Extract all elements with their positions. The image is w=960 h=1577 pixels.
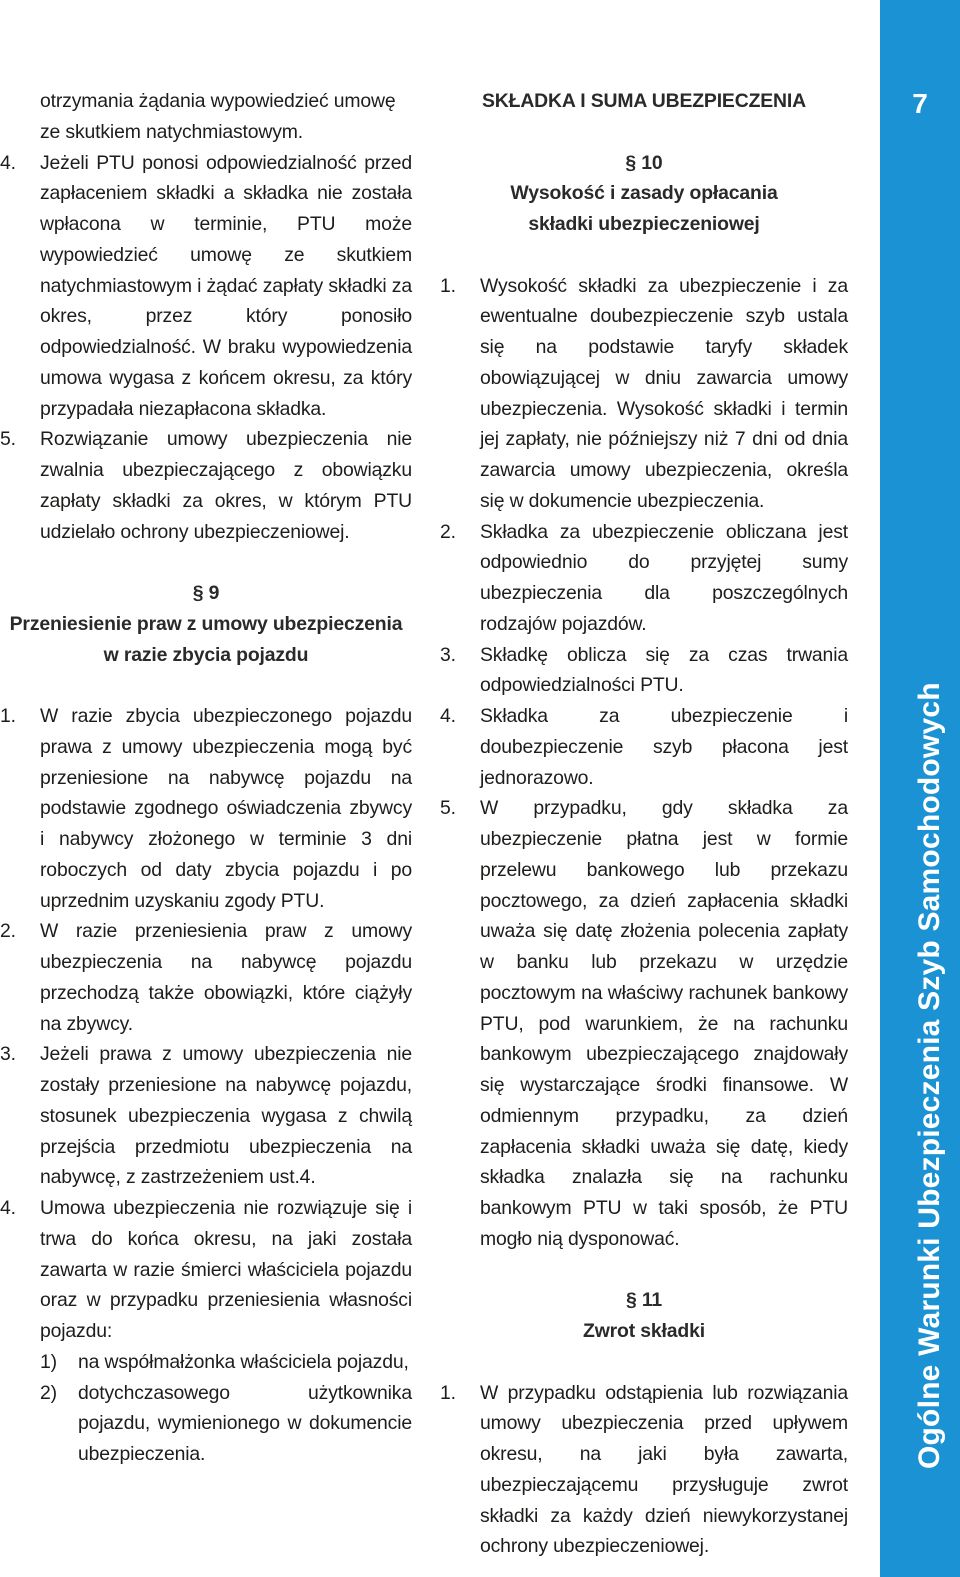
spacer — [440, 1347, 848, 1378]
sub-list-item — [40, 1347, 412, 1378]
list-item — [440, 517, 848, 640]
sub-item-number: 2) — [40, 1381, 57, 1404]
item-number: 4. — [0, 1197, 16, 1219]
list-item — [0, 148, 412, 425]
section-9-heading — [0, 578, 412, 670]
sub-list-item — [40, 1378, 412, 1470]
spacer — [440, 1255, 848, 1286]
list-item — [0, 701, 412, 916]
section-number: § 9 — [192, 582, 220, 604]
list-item — [440, 1378, 848, 1563]
item-text: Rozwiązanie umowy ubezpieczenia nie zwalnia ubezpieczającego z obowiązku zapłaty składki za okres, w którym PTU udzielało ochrony ubezpieczeniowej. — [40, 428, 412, 543]
continued-paragraph — [0, 86, 412, 148]
left-column — [0, 86, 412, 1470]
spacer — [0, 670, 412, 701]
list-item — [440, 271, 848, 517]
list-item — [440, 793, 848, 1254]
item-text-body: Umowa ubezpieczenia nie rozwiązuje się i trwa do końca okresu, na jaki została zawarta w razie śmierci właściciela pojazdu oraz w przypadku przeniesienia własności pojazdu: — [40, 1197, 412, 1342]
item-number: 1. — [0, 705, 16, 727]
item-number: 2. — [0, 920, 16, 943]
section-title: Zwrot składki — [583, 1320, 705, 1342]
section-10-heading — [440, 148, 848, 240]
item-number: 5. — [0, 428, 16, 451]
list-item — [0, 1039, 412, 1193]
list-item — [440, 701, 848, 793]
item-number: 4. — [0, 151, 16, 174]
item-text: W przypadku odstąpienia lub rozwiązania umowy ubezpieczenia przed upływem okresu, na jaki była zawarta, ubezpieczającemu przysługuje zwrot składki za każdy dzień niewykorzystanej ochrony ubezpieczeniowej. — [480, 1381, 848, 1558]
list-item — [0, 424, 412, 547]
item-number: 1. — [440, 1381, 456, 1404]
section-number: § 11 — [625, 1289, 663, 1312]
item-text: W przypadku, gdy składka za ubezpieczenie płatna jest w formie przelewu bankowego lub przekazu pocztowego, za dzień zapłacenia składki uważa się datę złożenia polecenia zapłaty w banku lub przekazu w urzędzie pocztowym na właściwy rachunek bankowy PTU, pod warunkiem, że na rachunku bankowym ubezpieczającego znajdowały się wystarczające środki finansowe. W odmiennym przypadku, za dzień zapłacenia składki uważa się datę, kiedy składka znalazła się na rachunku bankowym PTU w taki sposób, że PTU mogło nią dysponować. — [480, 797, 848, 1250]
item-number: 4. — [440, 705, 456, 727]
spacer — [0, 547, 412, 578]
item-number: 3. — [440, 643, 456, 666]
spacer — [440, 117, 848, 148]
page-number: 7 — [912, 88, 928, 119]
right-column — [440, 86, 848, 1562]
list-item — [0, 1193, 412, 1470]
item-text: W razie przeniesienia praw z umowy ubezpieczenia na nabywcę pojazdu przechodzą także obowiązki, które ciążyły na zbywcy. — [40, 920, 412, 1035]
item-text — [40, 1193, 412, 1470]
item-text: Składka za ubezpieczenie i doubezpieczenie szyb płacona jest jednorazowo. — [480, 705, 848, 789]
continued-line-2: ze skutkiem natychmiastowym. — [40, 120, 304, 143]
item-number: 5. — [440, 797, 456, 820]
item-text: Jeżeli prawa z umowy ubezpieczenia nie zostały przeniesione na nabywcę pojazdu, stosunek ubezpieczenia wygasa z chwilą przejścia przedmiotu ubezpieczenia na nabywcę, z zastrzeżeniem ust.4. — [40, 1043, 412, 1189]
item-text: Wysokość składki za ubezpieczenie i za ewentualne doubezpieczenie szyb ustala się na podstawie taryfy składek obowiązującej w dniu zawarcia umowy ubezpieczenia. Wysokość składki i termin jej zapłaty, nie późniejszy niż 7 dni od dnia zawarcia umowy ubezpieczenia, określa się w dokumencie ubezpieczenia. — [480, 274, 848, 512]
sub-item-text: dotychczasowego użytkownika pojazdu, wymienionego w dokumencie ubezpieczenia. — [78, 1381, 412, 1465]
sidebar — [880, 0, 960, 1577]
item-number: 2. — [440, 520, 456, 543]
item-text: Składkę oblicza się za czas trwania odpowiedzialności PTU. — [480, 643, 848, 697]
list-item — [440, 640, 848, 702]
document-title: Ogólne Warunki Ubezpieczenia Szyb Samochodowych — [913, 682, 946, 1469]
list-item — [0, 916, 412, 1039]
sub-item-number: 1) — [40, 1350, 57, 1373]
item-number: 3. — [0, 1043, 16, 1066]
section-11-heading — [440, 1285, 848, 1347]
section-title-line-1: Przeniesienie praw z umowy ubezpieczenia — [9, 612, 403, 635]
section-number: § 10 — [625, 151, 663, 174]
item-number: 1. — [440, 274, 456, 297]
sub-item-text: na współmałżonka właściciela pojazdu, — [78, 1350, 409, 1373]
chapter-title: SKŁADKA I SUMA UBEZPIECZENIA — [481, 90, 806, 112]
continued-line-1: otrzymania żądania wypowiedzieć umowę — [40, 90, 396, 112]
section-title-line-1: Wysokość i zasady opłacania — [510, 182, 778, 205]
spacer — [440, 240, 848, 271]
section-title-line-2: w razie zbycia pojazdu — [103, 643, 309, 666]
item-text: Jeżeli PTU ponosi odpowiedzialność przed zapłaceniem składki a składka nie została wpłacona w terminie, PTU może wypowiedzieć umowę ze skutkiem natychmiastowym i żądać zapłaty składki za okres, przez który ponosiło odpowiedzialność. W braku wypowiedzenia umowa wygasa z końcem okresu, za który przypadała niezapłacona składka. — [40, 151, 412, 420]
item-text: Składka za ubezpieczenie obliczana jest odpowiednio do przyjętej sumy ubezpieczenia dla poszczególnych rodzajów pojazdów. — [480, 520, 848, 635]
section-title-line-2: składki ubezpieczeniowej — [528, 213, 760, 235]
item-text: W razie zbycia ubezpieczonego pojazdu prawa z umowy ubezpieczenia mogą być przeniesione na nabywcę pojazdu na podstawie zgodnego oświadczenia zbywcy i nabywcy złożonego w terminie 3 dni roboczych od daty zbycia pojazdu i po uprzednim uzyskaniu zgody PTU. — [40, 705, 412, 912]
